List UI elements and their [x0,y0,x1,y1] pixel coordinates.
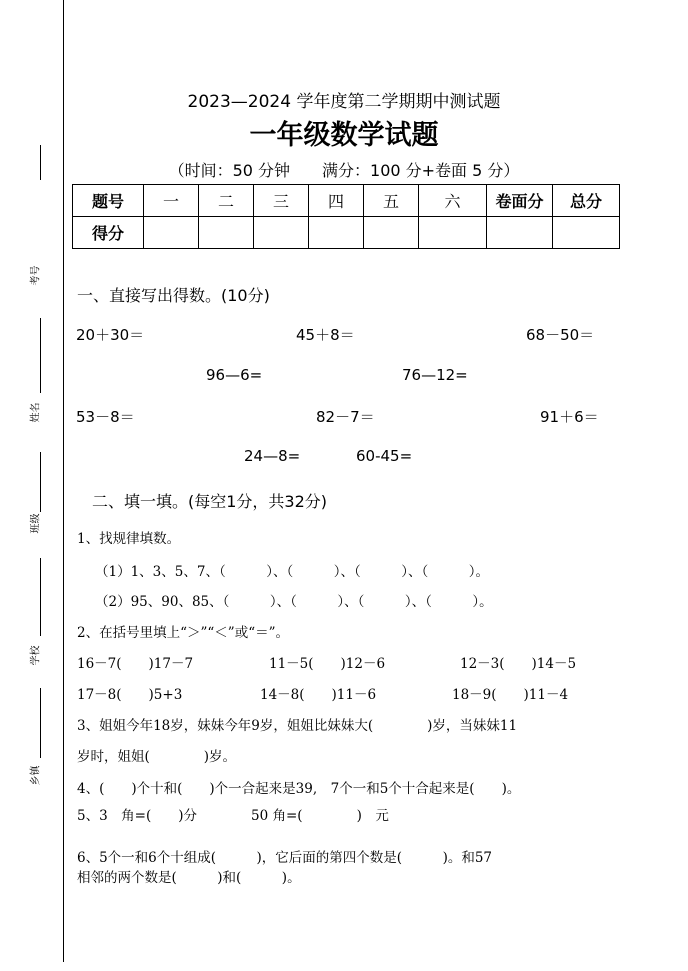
score-input-cell[interactable] [364,217,419,249]
compare-item: 16－7( )17－7 [77,656,194,672]
banji-label: 班级 [30,513,42,534]
table-cell: 一 [144,185,199,217]
calc-item: 91＋6＝ [540,408,599,426]
calc-item: 82－7＝ [316,408,375,426]
question-5: 5、3 角=( )分 50 角=( ) 元 [77,808,389,824]
score-input-cell[interactable] [199,217,254,249]
xuexiao-label: 学校 [30,645,42,666]
score-input-cell[interactable] [309,217,364,249]
table-cell: 六 [419,185,487,217]
table-cell: 卷面分 [487,185,553,217]
calc-item: 24—8= [244,447,301,465]
calc-item: 60-45= [356,447,413,465]
section1-title: 一、直接写出得数。(10分) [77,286,270,305]
compare-item: 17－8( )5+3 [77,687,183,703]
section2-title: 二、填一填。(每空1分，共32分) [92,492,328,511]
calc-item: 68－50＝ [526,326,595,344]
exam-title: 2023—2024 学年度第二学期期中测试题 [187,92,501,112]
exam-info: （时间：50 分钟 满分：100 分+卷面 5 分） [168,161,520,180]
question-1: 1、找规律填数。 [77,531,181,547]
question-4: 4、( )个十和( )个一合起来是39, 7个一和5个十合起来是( )。 [77,781,521,797]
calc-item: 45＋8＝ [296,326,355,344]
table-cell: 四 [309,185,364,217]
question-6-line1: 6、5个一和6个十组成( )，它后面的第四个数是( )。和57 [77,850,493,866]
table-row [73,185,620,217]
exam-subtitle: 一年级数学试题 [249,120,439,151]
compare-item: 18－9( )11－4 [452,687,569,703]
xuexiao-line [40,558,41,636]
compare-item: 12－3( )14－5 [460,656,577,672]
question-2: 2、在括号里填上“＞”“＜”或“＝”。 [77,625,289,641]
banji-line [40,452,41,512]
calc-item: 20＋30＝ [76,326,145,344]
table-cell: 题号 [73,185,144,217]
compare-item: 11－5( )12－6 [269,656,386,672]
score-input-cell[interactable] [254,217,309,249]
xingming-label: 姓名 [30,402,42,423]
score-input-cell[interactable] [553,217,620,249]
question-3-line1: 3、姐姐今年18岁，妹妹今年9岁，姐姐比妹妹大( )岁，当妹妹11 [77,718,518,734]
calc-item: 96—6= [206,366,263,384]
xiangzhen-line [40,688,41,758]
table-cell: 二 [199,185,254,217]
xiangzhen-label: 乡镇 [30,765,42,786]
question-1b: （2）95、90、85、（ ）、（ ）、（ ）、（ ）。 [95,594,493,610]
table-cell: 得分 [73,217,144,249]
table-cell: 五 [364,185,419,217]
table-cell: 总分 [553,185,620,217]
score-input-cell[interactable] [487,217,553,249]
table-cell: 三 [254,185,309,217]
question-3-line2: 岁时，姐姐( )岁。 [77,749,237,765]
compare-item: 14－8( )11－6 [260,687,377,703]
score-table [72,184,620,249]
calc-item: 53－8＝ [76,408,135,426]
question-6-line2: 相邻的两个数是( )和( )。 [77,870,301,886]
score-input-cell[interactable] [144,217,199,249]
question-1a: （1）1、3、5、7、（ ）、（ ）、（ ）、（ ）。 [95,564,489,580]
kaohao-label: 考号 [30,265,42,286]
table-row [73,217,620,249]
calc-item: 76—12= [402,366,468,384]
score-input-cell[interactable] [419,217,487,249]
xingming-line [40,318,41,393]
